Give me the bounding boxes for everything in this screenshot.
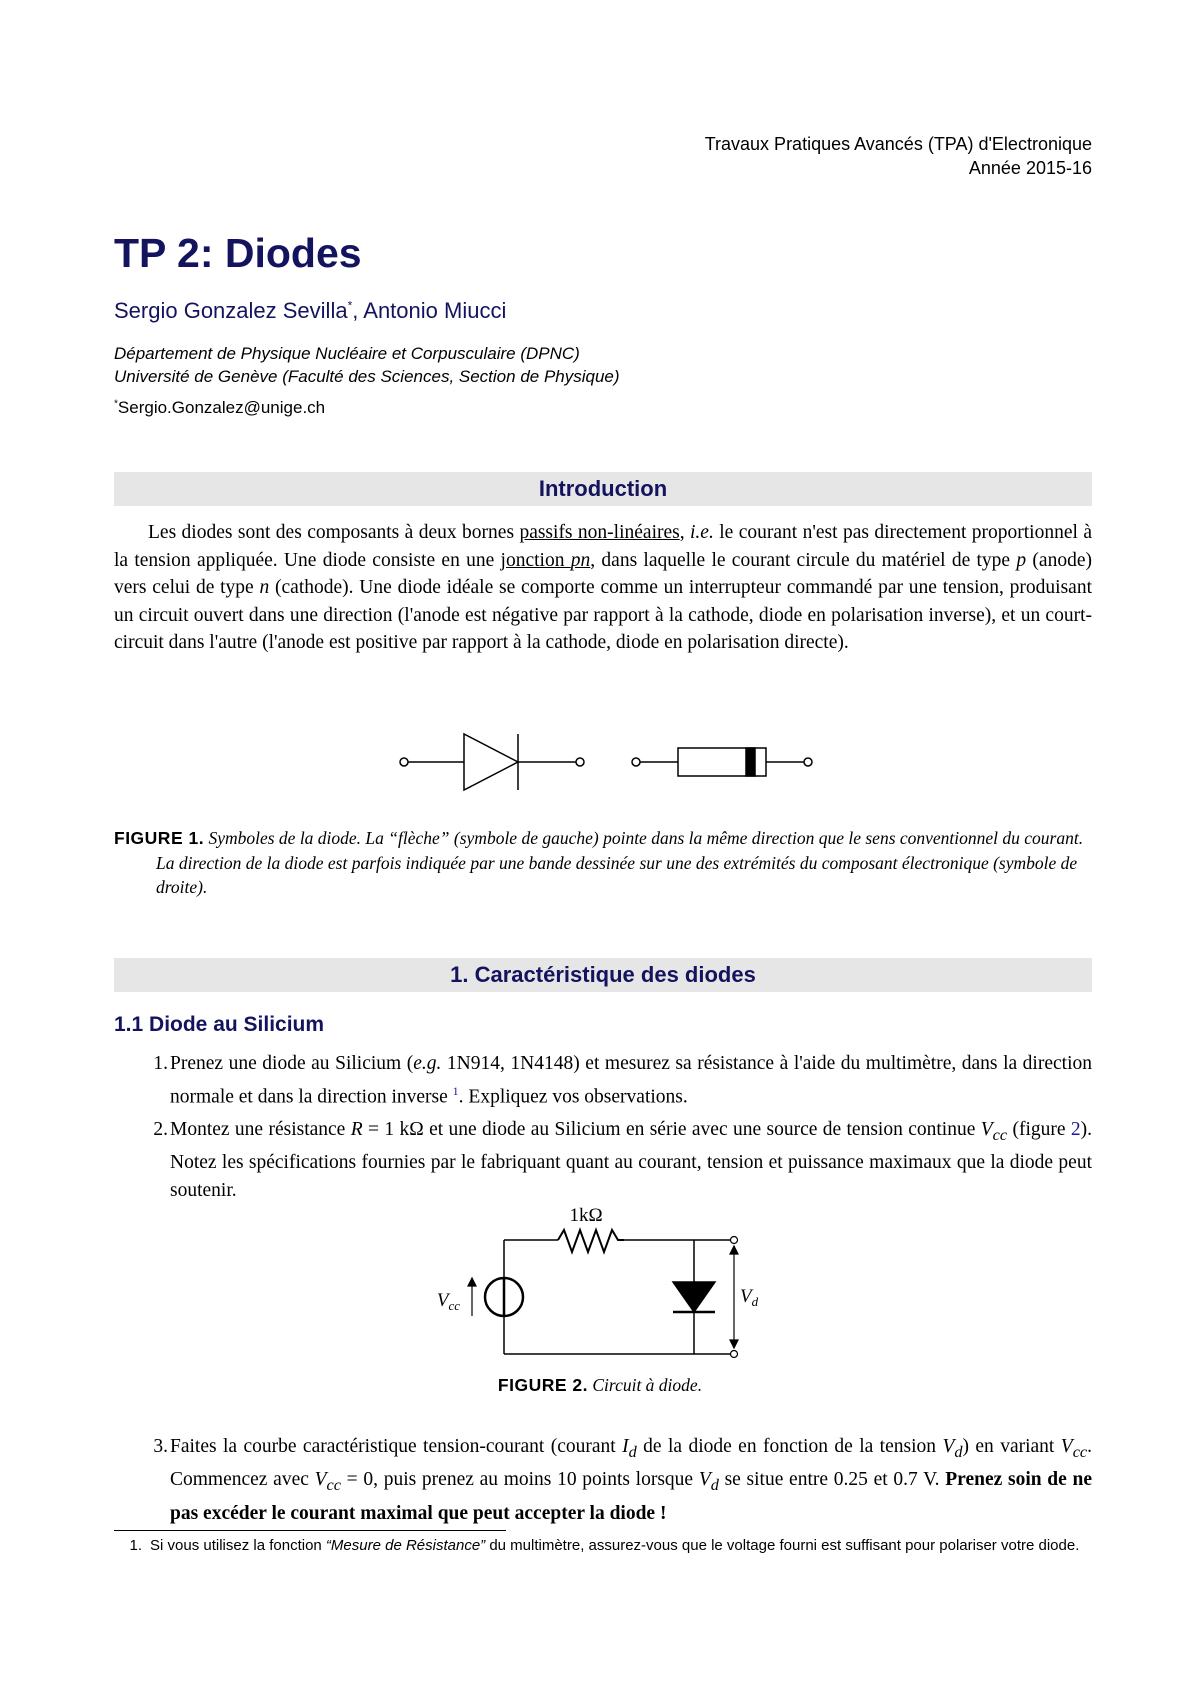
item-text: . Expliquez vos observations. — [458, 1086, 688, 1107]
vd-label: $V_d$ — [740, 1286, 759, 1309]
item-sub-d: d — [628, 1442, 637, 1461]
item-var-r: R — [350, 1119, 363, 1140]
item-text: (figure — [1007, 1119, 1071, 1140]
vcc-label: $V_{cc}$ — [436, 1290, 460, 1313]
figure-1-label: FIGURE 1. — [114, 828, 205, 848]
item-var-v: V — [698, 1469, 711, 1491]
figure-2-label: FIGURE 2. — [497, 1375, 588, 1395]
course-year: Année 2015-16 — [968, 158, 1092, 178]
item-sub-cc: cc — [992, 1125, 1008, 1144]
resistor-label: 1kΩ — [569, 1205, 603, 1226]
intro-text: (anode) vers celui de type — [114, 549, 1092, 598]
footnote-ref[interactable]: 1 — [452, 1083, 459, 1098]
vd-arrow — [730, 1246, 738, 1348]
list-item — [114, 1050, 1092, 1111]
intro-ie: i.e. — [690, 522, 714, 543]
item-var-v: V — [980, 1119, 993, 1140]
list-item-number: 2. — [153, 1119, 168, 1140]
item-text: = 1 kΩ et une diode au Silicium en série avec une source de tension continue — [362, 1119, 981, 1140]
diode-circuit-figure — [420, 1196, 780, 1368]
author-list — [114, 298, 506, 324]
item-text: Faites la courbe caractéristique tension-courant (courant — [170, 1436, 623, 1457]
diode-symbol — [673, 1282, 715, 1312]
author-second: Antonio Miucci — [363, 298, 507, 323]
list-item-number: 3. — [153, 1436, 168, 1457]
diode-band-symbol — [632, 748, 812, 776]
email-mark: * — [114, 398, 118, 410]
intro-pn: pn — [570, 549, 591, 571]
author-separator: , — [352, 298, 364, 323]
vcc-arrow — [468, 1278, 476, 1316]
intro-paragraph — [114, 519, 1092, 657]
item-text: Prenez une diode au Silicium ( — [170, 1053, 414, 1074]
footnote-text: Si vous utilisez la fonction — [150, 1537, 326, 1554]
footnote-text: du multimètre, assurez-vous que le voltage fourni est suffisant pour polariser votre diode. — [485, 1537, 1080, 1554]
author-first: Sergio Gonzalez Sevilla — [114, 298, 348, 323]
intro-text: , — [679, 522, 691, 543]
footnote-number: 1. — [129, 1537, 142, 1554]
item-sub-cc: cc — [1072, 1442, 1088, 1461]
item-sub-cc: cc — [326, 1476, 341, 1495]
diode-arrow-symbol — [400, 734, 584, 790]
item-var-v: V — [1060, 1436, 1073, 1457]
email-address: Sergio.Gonzalez@unige.ch — [117, 398, 326, 417]
intro-n: n — [259, 577, 270, 598]
item-text: ) en variant — [962, 1436, 1061, 1457]
affiliation-line-2: Université de Genève (Faculté des Sciences, Section de Physique) — [114, 367, 620, 386]
figure-1-caption — [114, 826, 1092, 900]
section-heading-characteristics: 1. Caractéristique des diodes — [114, 958, 1092, 992]
footnote — [114, 1535, 1092, 1557]
item-text: de la diode en fonction de la tension — [636, 1436, 943, 1457]
figure-2-ref[interactable]: 2 — [1070, 1119, 1081, 1140]
figure-2-text: Circuit à diode. — [592, 1375, 703, 1395]
item-eg: e.g. — [413, 1053, 442, 1074]
affiliation-line-1: Département de Physique Nucléaire et Corpusculaire (DPNC) — [114, 344, 580, 363]
item-warning: Prenez soin de ne pas excéder le courant maximal que peut accepter la diode ! — [170, 1469, 1093, 1524]
item-text: 1N914, 1N4148) et mesurez sa résistance à l'aide du multimètre, dans la direction normale et dans la direction inverse — [170, 1053, 1092, 1107]
footnote-divider — [114, 1530, 506, 1531]
section-heading-introduction: Introduction — [114, 472, 1092, 506]
list-item — [114, 1433, 1092, 1527]
item-text: Montez une résistance — [170, 1119, 351, 1140]
intro-text: le courant n'est pas directement proportionnel à la tension appliquée. Une diode consiste en une — [114, 522, 1092, 571]
figure-1-text: Symboles de la diode. La “flèche” (symbole de gauche) pointe dans la même direction que le sens conventionnel du courant. La direction de la diode est parfois indiquée par une bande dessinée sur une des extrémités du composant électronique (symbole de droite). — [156, 828, 1084, 897]
item-sub-d: d — [954, 1442, 963, 1461]
item-var-v: V — [314, 1469, 327, 1491]
author-mark: * — [347, 298, 353, 313]
intro-text: Les diodes sont des composants à deux bornes — [148, 522, 520, 543]
course-name: Travaux Pratiques Avancés (TPA) d'Electronique — [704, 134, 1092, 154]
list-item — [114, 1116, 1092, 1204]
course-header — [705, 132, 1092, 180]
list-item-number: 1. — [153, 1053, 168, 1074]
intro-text: (cathode). Une diode idéale se comporte comme un interrupteur commandé par une tension, produisant un circuit ouvert dans une direction (l'anode est négative par rapport à la cathode, diode en polarisation inverse), et un court-circuit dans l'autre (l'anode est positive par rapport à la cathode, diode en polarisation directe). — [114, 577, 1092, 653]
item-text: . Commencez avec — [170, 1436, 1092, 1491]
intro-underline-passive: passifs non-linéaires — [519, 522, 680, 543]
item-text: ). Notez les spécifications fournies par le fabriquant quant au courant, tension et puissance maximaux que la diode peut soutenir. — [170, 1119, 1093, 1201]
item-var-i: I — [622, 1436, 629, 1457]
subsection-heading-silicon: 1.1 Diode au Silicium — [114, 1013, 325, 1036]
diode-symbols-figure — [390, 722, 830, 792]
item-text: se situe entre 0.25 et 0.7 V. — [718, 1469, 946, 1491]
figure-2-caption — [0, 1373, 1200, 1398]
item-text: = 0, puis prenez au moins 10 points lorsque — [340, 1469, 699, 1491]
item-sub-d: d — [710, 1476, 719, 1495]
intro-underline-junction — [501, 550, 591, 571]
footnote-quoted: “Mesure de Résistance” — [325, 1537, 486, 1554]
voltage-source-symbol — [485, 1278, 523, 1316]
contact-email — [114, 398, 325, 418]
intro-text: jonction — [500, 549, 571, 571]
item-var-v: V — [942, 1436, 955, 1457]
intro-text: , dans laquelle le courant circule du matériel de type — [590, 549, 1017, 571]
intro-p: p — [1016, 549, 1027, 571]
affiliation — [114, 342, 620, 388]
page-title: TP 2: Diodes — [114, 230, 362, 276]
resistor-symbol — [558, 1230, 624, 1252]
